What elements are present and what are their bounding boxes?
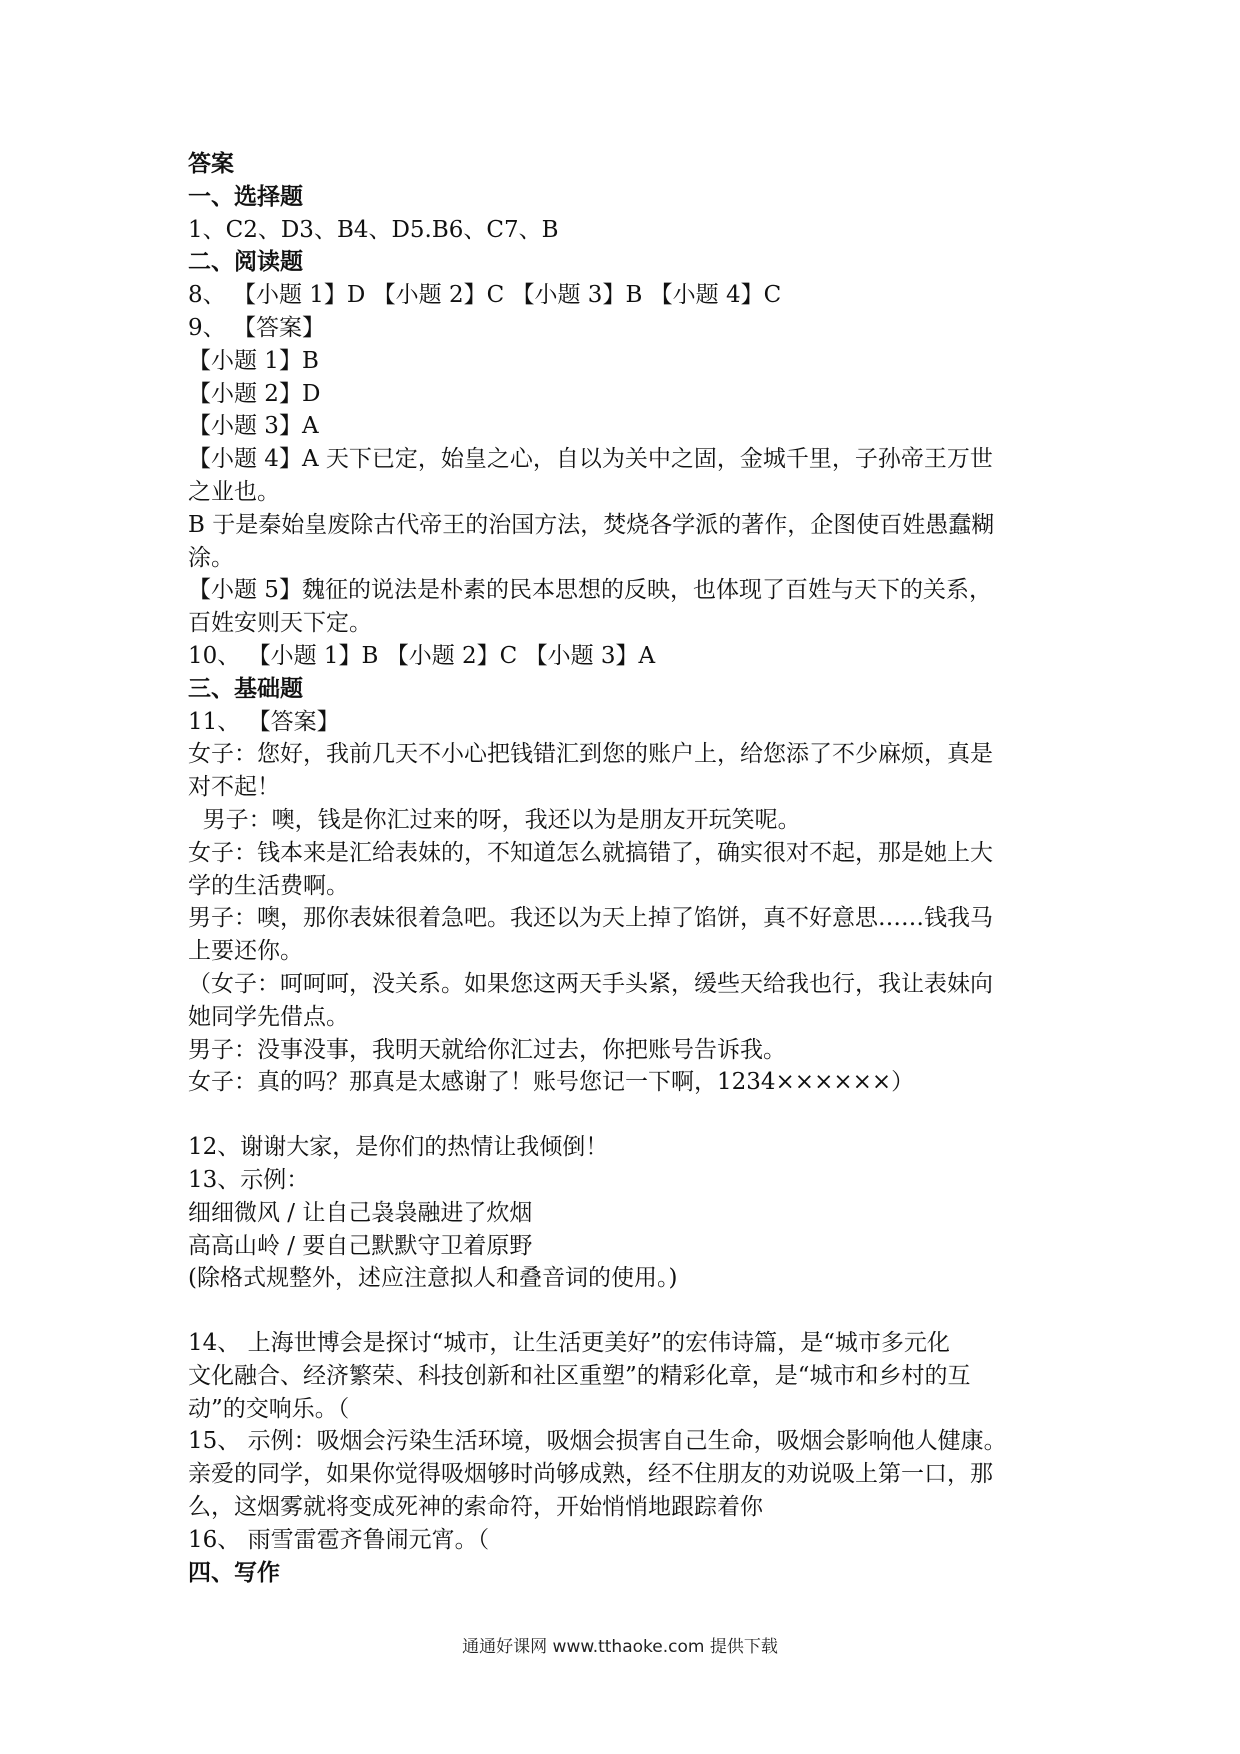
document-body — [188, 148, 1068, 1589]
text-line: 15、 示例：吸烟会污染生活环境，吸烟会损害自己生命，吸烟会影响他人健康。 — [188, 1428, 1007, 1455]
text-line: 学的生活费啊。 — [188, 872, 349, 899]
text-line: （女子：呵呵呵，没关系。如果您这两天手头紧，缓些天给我也行，我让表妹向 — [188, 970, 993, 997]
text-line: 文化融合、经济繁荣、科技创新和社区重塑”的精彩化章，是“城市和乡村的互 — [188, 1362, 971, 1389]
text-line: 百姓安则天下定。 — [188, 610, 372, 637]
text-line: 她同学先借点。 — [188, 1003, 349, 1030]
page-footer: 通通好课网 www.tthaoke.com 提供下载 — [462, 1637, 778, 1657]
text-line: (除格式规整外，述应注意拟人和叠音词的使用。) — [188, 1265, 678, 1292]
text-line: 上要还你。 — [188, 938, 303, 965]
text-line: 【小题 3】A — [188, 413, 319, 440]
text-line: 【小题 2】D — [188, 380, 321, 407]
text-line: 【小题 5】魏征的说法是朴素的民本思想的反映，也体现了百姓与天下的关系， — [188, 577, 992, 604]
text-line: 8、 【小题 1】D 【小题 2】C 【小题 3】B 【小题 4】C — [188, 282, 782, 309]
text-line: 涂。 — [188, 544, 234, 571]
text-line: 女子：钱本来是汇给表妹的，不知道怎么就搞错了，确实很对不起，那是她上大 — [188, 839, 993, 866]
text-line: 13、示例： — [188, 1166, 310, 1193]
blank-line — [188, 1099, 1068, 1131]
section-heading: 一、选择题 — [188, 183, 303, 210]
blank-line — [188, 1295, 1068, 1327]
text-line: 1、C2、D3、B4、D5.B6、C7、B — [188, 216, 559, 243]
text-line: 动”的交响乐。（ — [188, 1395, 350, 1422]
text-line: 女子：您好，我前几天不小心把钱错汇到您的账户上，给您添了不少麻烦，真是 — [188, 741, 993, 768]
text-line: 亲爱的同学，如果你觉得吸烟够时尚够成熟，经不住朋友的劝说吸上第一口，那 — [188, 1461, 993, 1488]
text-line: 12、谢谢大家，是你们的热情让我倾倒！ — [188, 1134, 609, 1161]
section-heading: 二、阅读题 — [188, 249, 303, 276]
text-line: 对不起！ — [188, 774, 280, 801]
text-line: 【小题 1】B — [188, 347, 319, 374]
text-line: 16、 雨雪雷雹齐鲁闹元宵。（ — [188, 1526, 490, 1553]
text-line: 9、 【答案】 — [188, 314, 325, 341]
text-line: 14、 上海世博会是探讨“城市，让生活更美好”的宏伟诗篇，是“城市多元化 — [188, 1330, 950, 1357]
text-line: 之业也。 — [188, 478, 280, 505]
text-line: 10、 【小题 1】B 【小题 2】C 【小题 3】A — [188, 642, 656, 669]
section-heading: 四、写作 — [188, 1559, 280, 1586]
text-line: 男子：噢，那你表妹很着急吧。我还以为天上掉了馅饼，真不好意思……钱我马 — [188, 905, 993, 932]
text-line: 高高山岭 / 要自己默默守卫着原野 — [188, 1232, 533, 1259]
text-line: 男子：噢，钱是你汇过来的呀，我还以为是朋友开玩笑呢。 — [188, 806, 801, 833]
text-line: 女子：真的吗？那真是太感谢了！账号您记一下啊，1234××××××） — [188, 1069, 915, 1096]
text-line: 11、 【答案】 — [188, 708, 340, 735]
section-heading: 三、基础题 — [188, 675, 303, 702]
text-line: B 于是秦始皇废除古代帝王的治国方法，焚烧各学派的著作，企图使百姓愚蠢糊 — [188, 511, 995, 538]
text-line: 细细微风 / 让自己袅袅融进了炊烟 — [188, 1199, 533, 1226]
document-title: 答案 — [188, 151, 234, 177]
text-line: 么，这烟雾就将变成死神的索命符，开始悄悄地跟踪着你 — [188, 1494, 763, 1521]
text-line: 【小题 4】A 天下已定，始皇之心，自以为关中之固，金城千里，子孙帝王万世 — [188, 446, 993, 473]
text-line: 男子：没事没事，我明天就给你汇过去，你把账号告诉我。 — [188, 1036, 786, 1063]
